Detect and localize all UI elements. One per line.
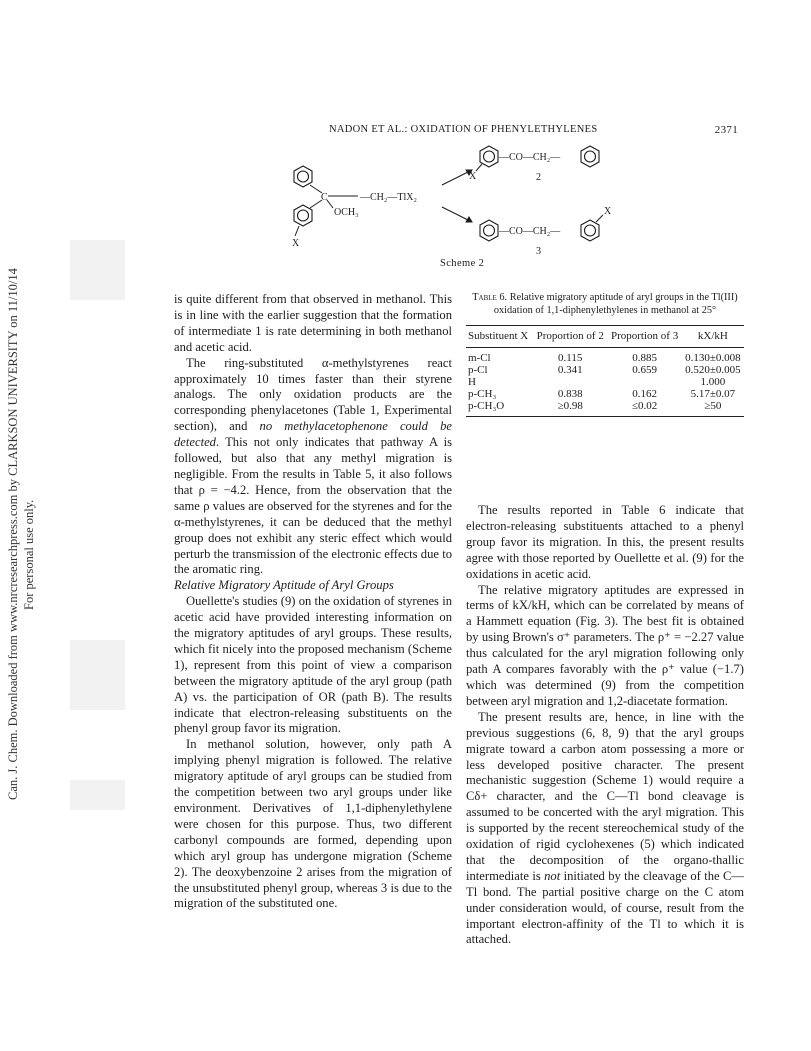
compound-number-2: 2	[536, 172, 541, 183]
table-cell: 0.520±0.005	[685, 364, 741, 376]
paragraph: The results reported in Table 6 indicate that electron-releasing substituents attached to a phenyl group favor its migration. In this, the present results agree with those reported by Ouellette et al. (9) for the oxidations in acetic acid.	[466, 503, 744, 581]
table-cell: 0.838	[557, 388, 583, 400]
table-cell: p-CH₃	[468, 388, 497, 400]
table-cell: 0.115	[558, 352, 583, 364]
table-header-row	[466, 326, 744, 348]
paragraph: The relative migratory aptitudes are expressed in terms of kX/kH, which can be correlated by means of a Hammett equation (Fig. 3). The best fit is obtained by using Brown's σ⁺ parameters. The ρ⁺ = −2.27 value thus calculated for the aryl migration following only path A compares favorably with the ρ⁺ value (−1.7) which was determined (9) from the competition between aryl migration and 1,2-diacetate formation.	[466, 582, 744, 708]
running-title: NADON ET AL.: OXIDATION OF PHENYLETHYLENES	[329, 124, 598, 135]
paragraph: The ring-substituted α-methylstyrenes react approximately 10 times faster than their styrene analogs. The only oxidation products are the corresponding phenylacetones (Table 1, Experimental section), and no methylacetophenone could be detected. This not only indicates that pathway A is followed, but also that any methyl migration is negligible. From the results in Table 5, it also follows that ρ = −4.2. Hence, from the observation that the same ρ values are observed for the styrenes and for the α-methylstyrenes, it can be deduced that the methyl group does not exhibit any steric effect which would perturb the transmission of the electronic effects due to the aromatic ring.	[174, 355, 452, 577]
emphasis: no methylacetophenone could be detected	[174, 419, 452, 450]
benzene-ring-product2-a	[480, 146, 498, 167]
right-column	[466, 503, 744, 948]
scheme-label-c: C	[321, 192, 328, 203]
table-6	[466, 292, 744, 417]
table-cell: ≥50	[682, 400, 744, 417]
scheme-label-co-ch2-3: —CO—CH₂—	[499, 226, 561, 237]
table-cell: 5.17±0.07	[690, 388, 736, 400]
paragraph: is quite different from that observed in methanol. This is in line with the earlier suggestion that the formation of intermediate 1 is rate determining in both methanol and acetic acid.	[174, 292, 452, 354]
table-row	[466, 364, 744, 376]
table-cell: p-CH₃O	[466, 400, 533, 417]
column-header: Substituent X	[466, 326, 533, 348]
table-row	[466, 400, 744, 417]
scan-smudge	[70, 640, 125, 710]
scheme-label-co-ch2-2: —CO—CH₂—	[499, 152, 561, 163]
scheme-label-x-2: X	[469, 171, 477, 182]
table-row	[466, 388, 744, 400]
benzene-ring-product3-a	[480, 220, 498, 241]
benzene-ring-top-left	[294, 166, 312, 187]
table-cell: ≥0.98	[533, 400, 607, 417]
left-column	[174, 292, 452, 912]
table-cell: ≤0.02	[607, 400, 681, 417]
table-cell: H	[468, 376, 476, 388]
compound-number-3: 3	[536, 246, 541, 256]
table-row	[466, 376, 744, 388]
reaction-arrows	[442, 170, 472, 222]
table-cell: 0.341	[557, 364, 583, 376]
table-cell: 0.659	[632, 364, 657, 376]
scan-smudge	[70, 240, 125, 300]
emphasis: not	[544, 868, 561, 883]
benzene-ring-product3-b	[581, 220, 599, 241]
page-number: 2371	[714, 124, 738, 136]
table-label: Table 6.	[472, 292, 508, 303]
data-table	[466, 325, 744, 417]
paragraph: In methanol solution, however, only path A implying phenyl migration is followed. The relative migratory aptitude of aryl groups can be studied from the competition between two aryl groups under like environment. Derivatives of 1,1-diphenylethylene were chosen for this purpose. Thus, two different carbonyl compounds are formed, depending upon which aryl group has undergone migration (Scheme 2). The deoxybenzoine 2 arises from the migration of the unsubstituted phenyl group, whereas 3 is due to the migration of the substituted one.	[174, 737, 452, 911]
scheme-label-och3: OCH₃	[334, 207, 359, 218]
table-cell: 0.885	[632, 352, 657, 364]
personal-use-notice: For personal use only.	[22, 499, 36, 610]
benzene-ring-bottom-left	[294, 205, 312, 226]
download-notice: Can. J. Chem. Downloaded from www.nrcresearchpress.com by CLARKSON UNIVERSITY on 11/10/14	[6, 268, 20, 800]
paragraph: Ouellette's studies (9) on the oxidation of styrenes in acetic acid have provided interesting information on the migratory aptitudes of aryl groups. These results, which fit nicely into the proposed mechanism (Scheme 1), represent from this point of view a comparison between the migratory aptitude of the aryl group (path A) vs. the participation of OR (path B). The results indicate that electron-releasing substituents on the phenyl group favor its migration.	[174, 594, 452, 736]
table-cell: p-Cl	[468, 364, 488, 376]
table-caption: Table 6. Relative migratory aptitude of aryl groups in the Tl(III) oxidation of 1,1-diphenylethylenes in methanol at 25°	[472, 292, 738, 316]
section-subheading: Relative Migratory Aptitude of Aryl Groups	[174, 578, 394, 593]
paragraph: The present results are, hence, in line with the previous suggestions (6, 8, 9) that the aryl groups migrate toward a carbon atom possessing a more or less developed positive character. The present mechanistic suggestion (Scheme 1) would require a Cδ+ character, and the C—Tl bond cleavage is assumed to be concerted with the aryl migration. This is supported by the recent stereochemical study of the oxidation of rigid cyclohexenes (5) which indicated that the decomposition of the organo-thallic intermediate is not initiated by the cleavage of the C—Tl bond. The partial positive charge on the C atom under consideration would, of course, result from the important electron-affinity of the Tl to which it is attached.	[466, 709, 744, 947]
table-cell: m-Cl	[468, 352, 491, 364]
scheme-label-x-start: X	[292, 238, 300, 249]
scheme-2-diagram	[270, 138, 650, 256]
table-row	[466, 348, 744, 365]
table-cell: 1.000	[700, 376, 726, 388]
scheme-caption: Scheme 2	[440, 258, 485, 269]
column-header: kX/kH	[682, 326, 744, 348]
table-cell	[533, 376, 607, 388]
table-cell: 0.162	[632, 388, 657, 400]
column-header: Proportion of 3	[607, 326, 681, 348]
table-cell	[607, 376, 681, 388]
scheme-label-ch2-tlx2: —CH₂—TlX₂	[360, 192, 417, 203]
scan-smudge	[70, 780, 125, 810]
scheme-label-x-3: X	[604, 206, 612, 217]
table-cell: 0.130±0.008	[685, 352, 741, 364]
benzene-ring-product2-b	[581, 146, 599, 167]
column-header: Proportion of 2	[533, 326, 607, 348]
